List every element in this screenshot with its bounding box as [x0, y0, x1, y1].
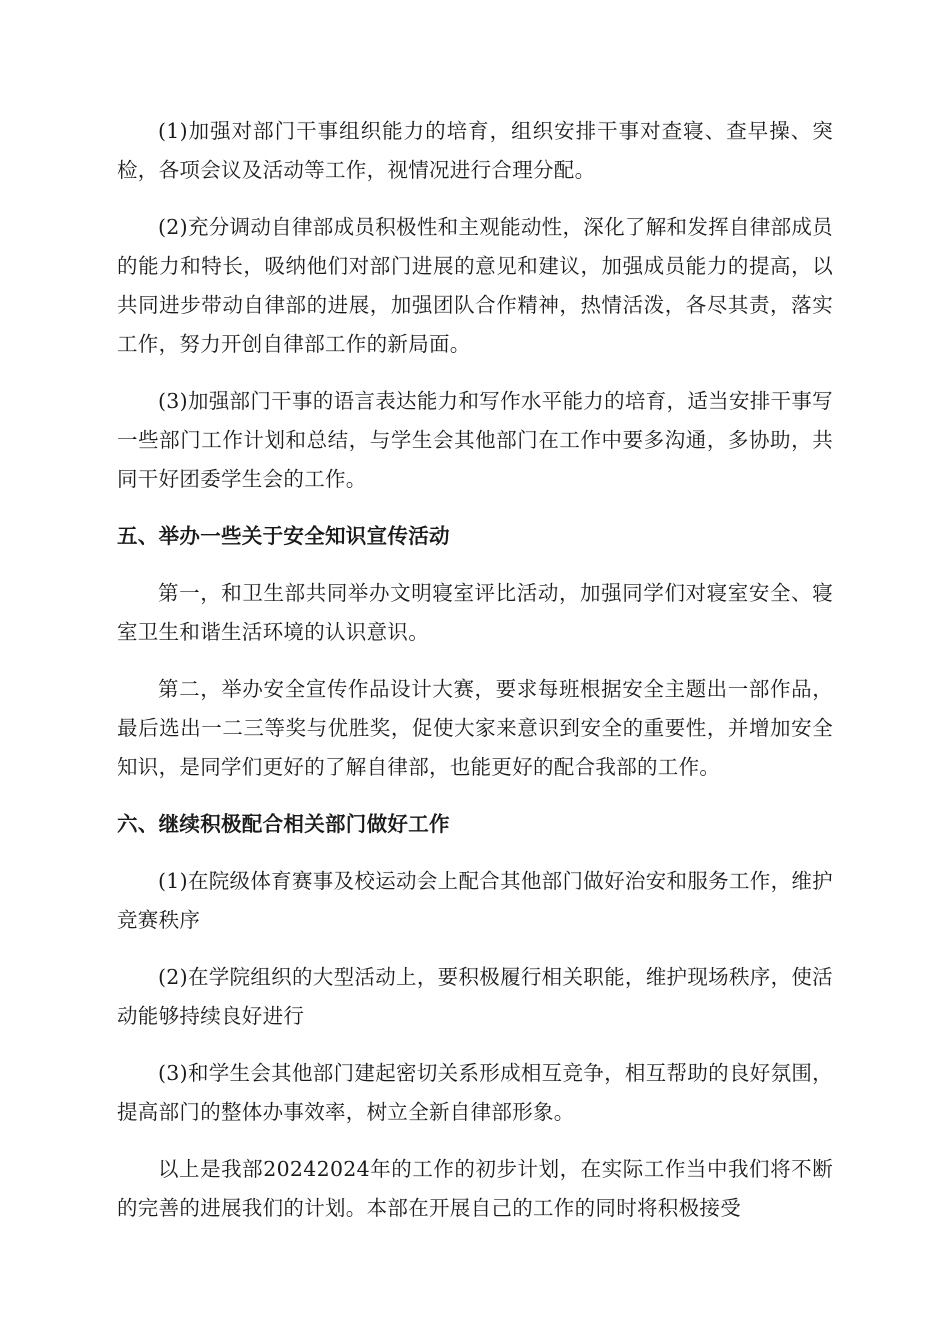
paragraph-8: (3)和学生会其他部门建起密切关系形成相互竞争，相互帮助的良好氛围，提高部门的整体办事效率，树立全新自律部形象。 [117, 1061, 833, 1124]
paragraph-9: 以上是我部20242024年的工作的初步计划，在实际工作当中我们将不断的完善的进展我们的计划。本部在开展自己的工作的同时将积极接受 [117, 1157, 833, 1220]
section-heading-6: 六、继续积极配合相关部门做好工作 [117, 812, 450, 836]
paragraph-1: (1)加强对部门干事组织能力的培育，组织安排干事对查寝、查早操、突检，各项会议及活动等工作，视情况进行合理分配。 [117, 119, 833, 182]
paragraph-5: 第二，举办安全宣传作品设计大赛，要求每班根据安全主题出一部作品，最后选出一二三等奖与优胜奖，促使大家来意识到安全的重要性，并增加安全知识，是同学们更好的了解自律部，也能更好的配合我部的工作。 [117, 677, 833, 779]
section-heading-5: 五、举办一些关于安全知识宣传活动 [117, 524, 450, 548]
paragraph-3: (3)加强部门干事的语言表达能力和写作水平能力的培育，适当安排干事写一些部门工作计划和总结，与学生会其他部门在工作中要多沟通，多协助，共同干好团委学生会的工作。 [117, 389, 833, 491]
paragraph-2: (2)充分调动自律部成员积极性和主观能动性，深化了解和发挥自律部成员的能力和特长，吸纳他们对部门进展的意见和建议，加强成员能力的提高，以共同进步带动自律部的进展，加强团队合作精神，热情活泼，各尽其责，落实工作，努力开创自律部工作的新局面。 [117, 215, 833, 356]
paragraph-6: (1)在院级体育赛事及校运动会上配合其他部门做好治安和服务工作，维护竞赛秩序 [117, 869, 833, 932]
paragraph-7: (2)在学院组织的大型活动上，要积极履行相关职能，维护现场秩序，使活动能够持续良好进行 [117, 965, 833, 1028]
document-page [117, 112, 833, 1246]
paragraph-4: 第一，和卫生部共同举办文明寝室评比活动，加强同学们对寝室安全、寝室卫生和谐生活环境的认识意识。 [117, 581, 833, 644]
